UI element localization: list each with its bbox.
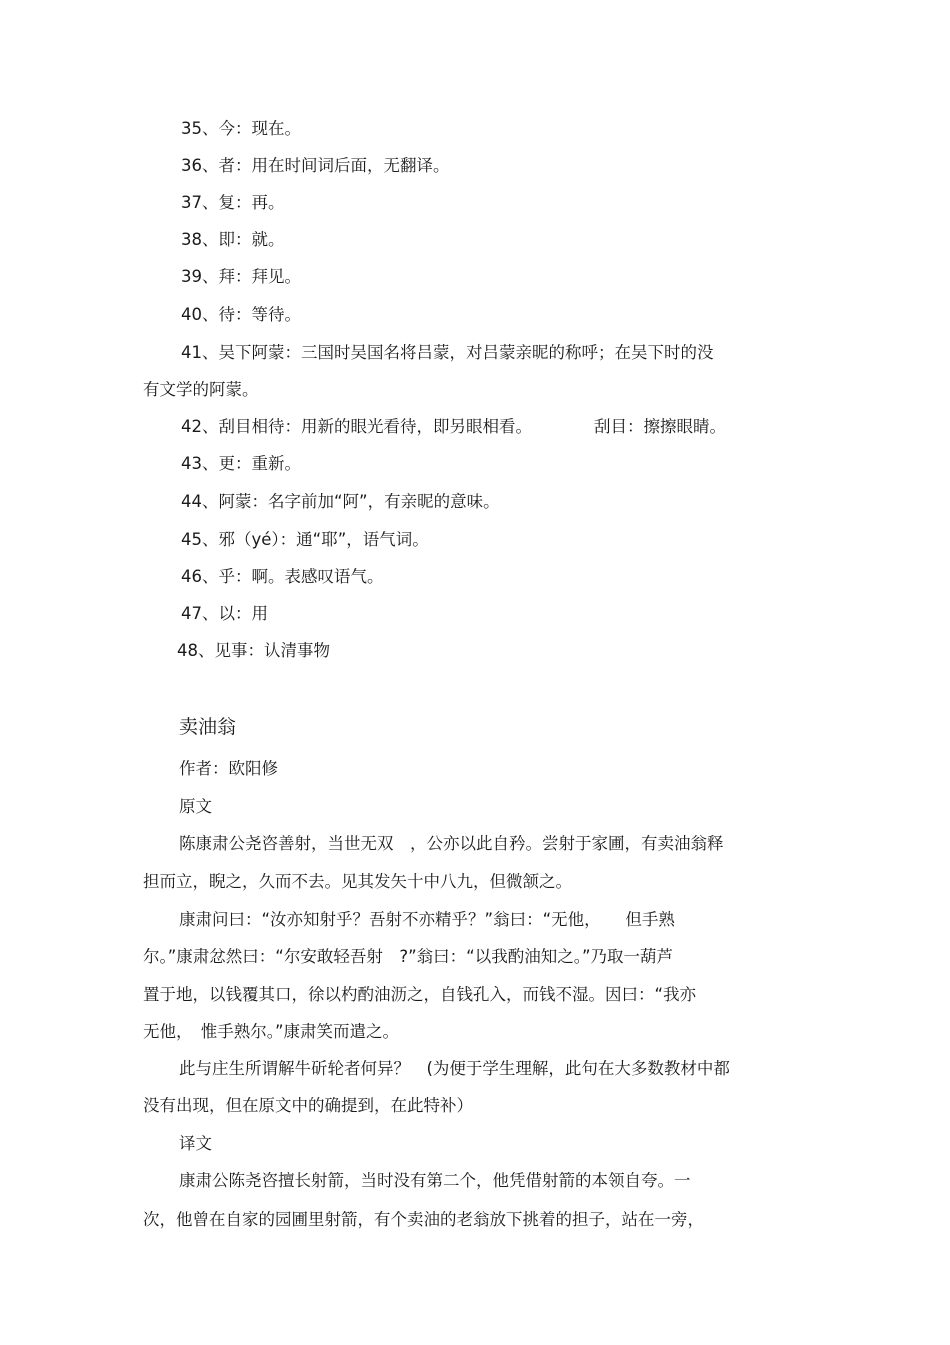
glossary-item: 37、复：再。 <box>181 193 285 212</box>
original-text-line: 尔。”康肃忿然曰：“尔安敢轻吾射 ?”翁曰：“以我酌油知之。”乃取一葫芦 <box>143 947 673 966</box>
glossary-item-note: 刮目：擦擦眼睛。 <box>594 417 726 436</box>
glossary-item: 35、今：现在。 <box>181 119 301 138</box>
article-author: 作者：欧阳修 <box>179 759 278 778</box>
original-text-line: 此与庄生所谓解牛斫轮者何异？ (为便于学生理解，此句在大多数教材中都 <box>179 1059 730 1078</box>
translation-text-line: 次，他曾在自家的园圃里射箭，有个卖油的老翁放下挑着的担子，站在一旁， <box>143 1210 704 1229</box>
glossary-item: 44、阿蒙：名字前加“阿”，有亲昵的意味。 <box>181 492 500 511</box>
original-text-line: 陈康肃公尧咨善射，当世无双 ，公亦以此自矜。尝射于家圃，有卖油翁释 <box>179 834 724 853</box>
original-heading: 原文 <box>179 797 212 816</box>
glossary-item: 39、拜：拜见。 <box>181 267 301 286</box>
glossary-item: 38、即：就。 <box>181 230 285 249</box>
original-text-line: 无他， 惟手熟尔。”康肃笑而遣之。 <box>143 1022 400 1041</box>
glossary-item: 46、乎：啊。表感叹语气。 <box>181 567 384 586</box>
original-text-line: 没有出现，但在原文中的确提到，在此特补） <box>143 1096 473 1115</box>
original-text-line: 康肃问曰：“汝亦知射乎？吾射不亦精乎？”翁曰：“无他， 但手熟 <box>179 910 675 929</box>
translation-heading: 译文 <box>179 1134 212 1153</box>
glossary-item-continuation: 有文学的阿蒙。 <box>143 380 259 399</box>
glossary-item: 48、见事：认清事物 <box>177 641 330 660</box>
glossary-item: 40、待：等待。 <box>181 305 301 324</box>
original-text-line: 担而立，睨之，久而不去。见其发矢十中八九，但微颔之。 <box>143 872 572 891</box>
glossary-item: 36、者：用在时间词后面，无翻译。 <box>181 156 450 175</box>
glossary-item: 41、吴下阿蒙：三国时吴国名将吕蒙，对吕蒙亲昵的称呼；在吴下时的没 <box>181 343 714 362</box>
glossary-item: 43、更：重新。 <box>181 454 301 473</box>
glossary-item: 47、以：用 <box>181 604 268 623</box>
original-text-line: 置于地，以钱覆其口，徐以杓酌油沥之，自钱孔入，而钱不湿。因曰：“我亦 <box>143 985 697 1004</box>
article-title: 卖油翁 <box>179 716 237 738</box>
glossary-item: 45、邪（yé）：通“耶”，语气词。 <box>181 530 429 549</box>
translation-text-line: 康肃公陈尧咨擅长射箭，当时没有第二个，他凭借射箭的本领自夸。一 <box>179 1171 691 1190</box>
glossary-item: 42、刮目相待：用新的眼光看待，即另眼相看。 <box>181 417 532 436</box>
